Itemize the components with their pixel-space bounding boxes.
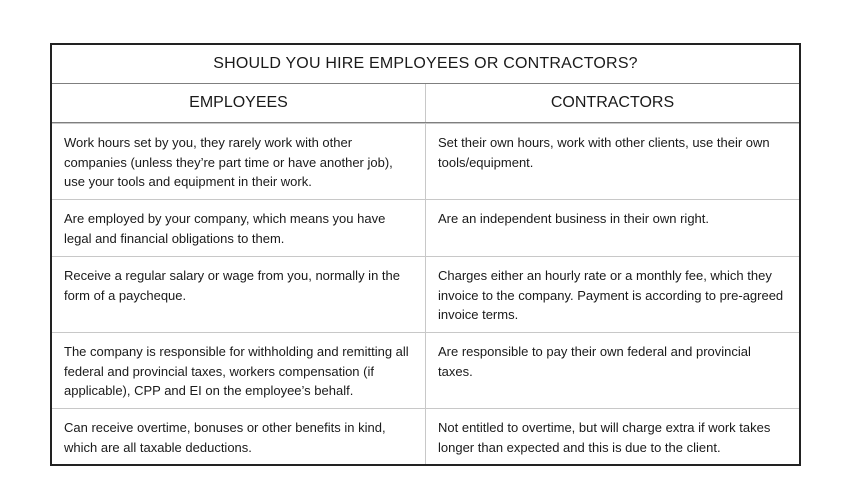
table-row bbox=[52, 199, 799, 256]
table-row bbox=[52, 408, 799, 464]
contractors-cell: Set their own hours, work with other clients, use their own tools/equipment. bbox=[438, 135, 770, 170]
table-row bbox=[52, 332, 799, 408]
employees-cell: The company is responsible for withholding and remitting all federal and provincial taxes, workers compensation (if applicable), CPP and EI on the employee’s behalf. bbox=[52, 333, 426, 408]
table-row bbox=[52, 256, 799, 332]
comparison-table bbox=[50, 43, 801, 466]
contractors-cell: Charges either an hourly rate or a monthly fee, which they invoice to the company. Payment is according to pre-agreed invoice terms. bbox=[438, 268, 784, 322]
table-header-row bbox=[52, 84, 799, 123]
contractors-cell: Not entitled to overtime, but will charge extra if work takes longer than expected and this is due to the client. bbox=[438, 420, 771, 455]
contractors-cell: Are an independent business in their own right. bbox=[438, 211, 710, 226]
employees-cell: Receive a regular salary or wage from you, normally in the form of a paycheque. bbox=[52, 257, 426, 332]
employees-cell: Work hours set by you, they rarely work with other companies (unless they’re part time or have another job), use your tools and equipment in their work. bbox=[52, 124, 426, 199]
table-title: SHOULD YOU HIRE EMPLOYEES OR CONTRACTORS? bbox=[52, 45, 799, 84]
employees-cell: Are employed by your company, which means you have legal and financial obligations to them. bbox=[52, 200, 426, 256]
table-row bbox=[52, 123, 799, 199]
column-header-contractors: CONTRACTORS bbox=[550, 94, 675, 112]
column-header-employees: EMPLOYEES bbox=[52, 84, 426, 122]
employees-cell: Can receive overtime, bonuses or other benefits in kind, which are all taxable deductions. bbox=[52, 409, 426, 464]
contractors-cell: Are responsible to pay their own federal and provincial taxes. bbox=[438, 344, 751, 379]
